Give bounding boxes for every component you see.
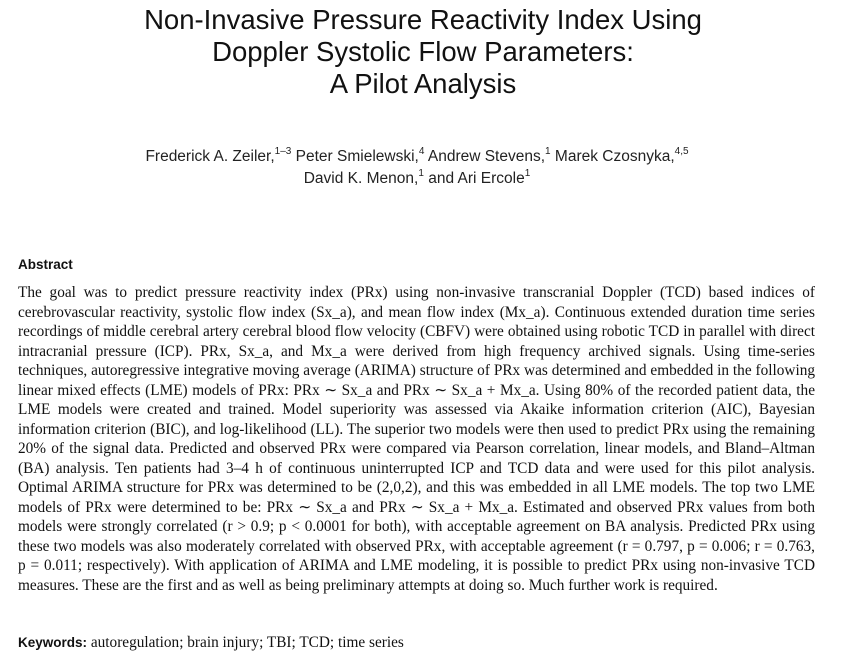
author-name: Frederick A. Zeiler, [145,148,275,165]
abstract-body: The goal was to predict pressure reactivity index (PRx) using non-invasive transcranial Doppler (TCD) based indices of cerebrovascular reactivity, systolic flow index (Sx_a), and mean flow index (Mx_a). Continuous extended duration time series recordings of middle cerebral artery cerebral blood flow velocity (CBFV) were obtained using robotic TCD in parallel with direct intracranial pressure (ICP). PRx, Sx_a, and Mx_a were derived from high frequency archived signals. Using time-series techniques, autoregressive integrative moving average (ARIMA) structure of PRx was determined and embedded in the following linear mixed effects (LME) models of PRx: PRx ∼ Sx_a and PRx ∼ Sx_a + Mx_a. Using 80% of the recorded patient data, the LME models were created and trained. Model superiority was assessed via Akaike information criterion (AIC), Bayesian information criterion (BIC), and log-likelihood (LL). The superior two models were then used to predict PRx using the remaining 20% of the signal data. Predicted and observed PRx were compared via Pearson correlation, linear models, and Bland–Altman (BA) analysis. Ten patients had 3–4 h of continuous uninterrupted ICP and TCD data and were used for this pilot analysis. Optimal ARIMA structure for PRx was determined to be (2,0,2), and this was embedded in all LME models. The top two LME models of PRx were determined to be: PRx ∼ Sx_a and PRx ∼ Sx_a + Mx_a. Estimated and observed PRx values from both models were strongly correlated (r > 0.9; p < 0.0001 for both), with acceptable agreement on BA analysis. Predicted PRx using these two models was also moderately correlated with observed PRx, with acceptable agreement (r = 0.797, p = 0.006; r = 0.763, p = 0.011; respectively). With application of ARIMA and LME modeling, it is possible to predict PRx using non-invasive TCD measures. These are the first and as well as being preliminary attempts at doing so. Much further work is required. [18,284,815,594]
author-affiliation: 4 [418,146,425,157]
paper-title [0,4,846,100]
title-line-1: Non-Invasive Pressure Reactivity Index Using [144,4,702,35]
author-affiliation: 1 [524,168,531,179]
author-name: Marek Czosnyka, [554,148,675,165]
author-name: Andrew Stevens, [427,148,546,165]
author-affiliation: 1–3 [274,146,292,157]
author-name: Peter Smielewski, [295,148,419,165]
author-name: David K. Menon, [303,170,419,187]
abstract-heading: Abstract [18,257,73,272]
author-affiliation: 1 [418,168,424,179]
keywords-text: autoregulation; brain injury; TBI; TCD; time series [87,634,404,651]
author-line-2 [0,168,834,190]
author-affiliation: 4,5 [674,146,689,157]
author-line-1 [0,146,834,168]
author-list [0,146,834,190]
keywords-label: Keywords: [18,635,88,650]
keywords-line [18,634,404,652]
author-name: and Ari Ercole [428,170,525,187]
title-line-3: A Pilot Analysis [329,68,517,99]
author-affiliation: 1 [545,146,551,157]
title-line-2: Doppler Systolic Flow Parameters: [212,36,634,67]
